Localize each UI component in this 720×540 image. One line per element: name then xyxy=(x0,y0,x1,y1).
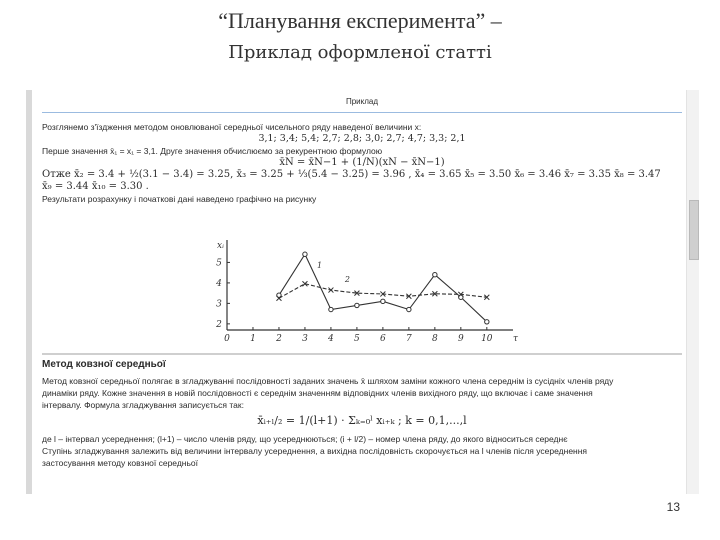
calc-prefix: Отже xyxy=(42,169,71,180)
x-tick-label: 10 xyxy=(481,334,493,344)
paragraph-application: застосування методу ковзної середньої xyxy=(42,458,199,468)
x-tick-label: 4 xyxy=(328,334,334,344)
document-header: Приклад xyxy=(345,97,379,106)
x-tick-label: 2 xyxy=(276,334,282,344)
series-line-2 xyxy=(279,284,487,299)
x-tick-label: 1 xyxy=(250,334,256,344)
x-tick-label: 6 xyxy=(380,334,386,344)
section-title: Метод ковзної середньої xyxy=(42,359,166,370)
paragraph-intro: Розглянемо з'їздження методом оновлюваної середньої чисельного ряду наведеної величини x: xyxy=(42,122,422,132)
x-tick-label: 8 xyxy=(431,334,438,344)
x-tick-label: 7 xyxy=(406,334,412,344)
scrollbar[interactable] xyxy=(686,90,699,494)
slide-title: “Планування експеримента” – xyxy=(218,8,502,33)
paragraph-method-2: динаміки ряду. Кожне значення в новій послідовності є середнім значенням відповідних членів вихідного ряду, що включає і саме значення xyxy=(42,388,593,398)
x-tick-label: 5 xyxy=(354,334,360,344)
series-point xyxy=(381,299,385,303)
chart-axes xyxy=(215,240,519,344)
x-tick-label: 0 xyxy=(224,334,230,344)
paragraph-smoothing: Ступінь згладжування залежить від величини інтервалу усереднення, а вихідна послідовність скорочується на l членів після усереднення xyxy=(42,446,588,456)
series-point xyxy=(303,252,307,256)
header-divider xyxy=(42,112,682,113)
page-number: 13 xyxy=(666,500,680,514)
series-point xyxy=(355,303,359,307)
data-series: 3,1; 3,4; 5,4; 2,7; 2,8; 3,0; 2,7; 4,7; 3,3; 2,1 xyxy=(258,133,466,144)
series-point xyxy=(329,307,333,311)
series-label: 2 xyxy=(344,275,351,285)
x-axis-label: τ xyxy=(513,334,518,344)
paragraph-method-3: інтервалу. Формула згладжування записується так: xyxy=(42,400,244,410)
paragraph-first-value: Перше значення x̄₁ = x₁ = 3,1. Друге значення обчислюємо за рекурентною формулою xyxy=(42,146,383,156)
paragraph-method-1: Метод ковзної середньої полягає в згладжуванні послідовності заданих значень x̄ шляхом заміни кожного члена середнім із сусідніх членів ряду xyxy=(42,376,614,386)
series-label: 1 xyxy=(316,261,323,271)
series-line-1 xyxy=(279,254,487,322)
y-tick-label: 3 xyxy=(216,299,222,310)
moving-average-formula: x̄ᵢ₊ₗ/₂ = 1/(l+1) · Σₖ₌₀ˡ xᵢ₊ₖ ; k = 0,1,...,l xyxy=(257,414,467,427)
calculation-line-1 xyxy=(42,169,682,181)
calculation-line-2: x̄₉ = 3.44 x̄₁₀ = 3.30 . xyxy=(42,181,149,192)
scrollbar-thumb[interactable] xyxy=(689,200,699,260)
x-tick-label: 9 xyxy=(457,334,464,344)
calc-values: x̄₂ = 3.4 + ½(3.1 − 3.4) = 3.25, x̄₃ = 3.25 + ⅓(5.4 − 3.25) = 3.96 , x̄₄ = 3.65 x̄₅ = 3.50 x̄₆ = 3.46 x̄₇ = 3.35 x̄₈ = 3.47 xyxy=(74,169,661,180)
section-divider xyxy=(42,353,682,355)
x-tick-label: 3 xyxy=(302,334,308,344)
y-axis-label: xᵢ xyxy=(217,241,224,251)
line-chart xyxy=(205,236,520,346)
series-point xyxy=(407,307,411,311)
paragraph-results: Результати розрахунку і початкові дані наведено графічно на рисунку xyxy=(42,194,317,204)
chart-series xyxy=(276,252,489,324)
paragraph-where: де l – інтервал усереднення; (l+1) – число членів ряду, що усереднюються; (i + l/2) – номер члена ряду, до якого відноситься середнє xyxy=(42,434,568,444)
recurrence-formula: x̄N = x̄N−1 + (1/N)(xN − x̄N−1) xyxy=(279,157,445,168)
y-tick-label: 5 xyxy=(216,258,222,269)
series-point xyxy=(433,273,437,277)
y-tick-label: 2 xyxy=(216,319,222,330)
series-point xyxy=(485,320,489,324)
y-tick-label: 4 xyxy=(216,278,222,289)
slide-subtitle: Приклад оформленої статті xyxy=(228,42,492,63)
